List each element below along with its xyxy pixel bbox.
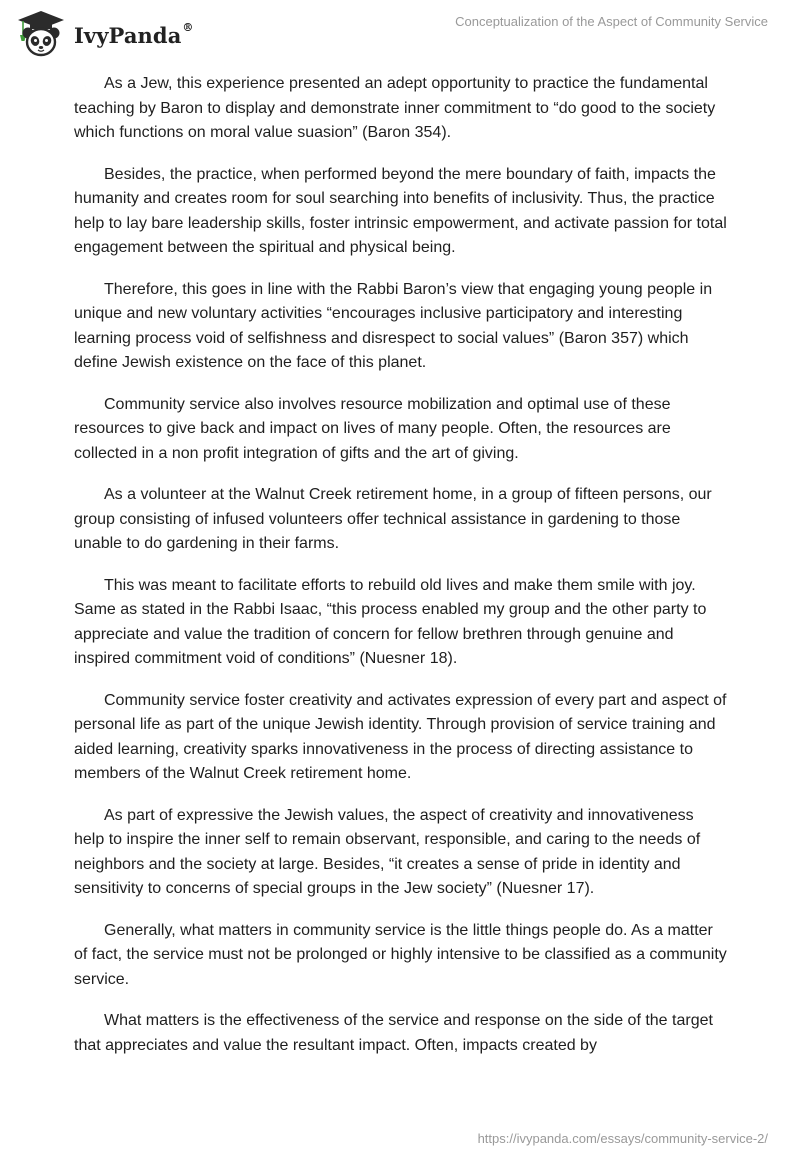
paragraph: As a Jew, this experience presented an adept opportunity to practice the fundamental teaching by Baron to display and demonstrate inner commitment to “do good to the society which functions on moral value suasion” (Baron 354). (74, 75, 716, 141)
paragraph: Community service foster creativity and activates expression of every part and aspect of personal life as part of the unique Jewish identity. Through provision of service training and aided learning, creativity sparks innovativeness in the process of directing assistance to members of the Walnut Creek retirement home. (74, 691, 727, 782)
panda-graduate-icon (14, 8, 68, 58)
essay-body (74, 72, 728, 1075)
paragraph: Besides, the practice, when performed beyond the mere boundary of faith, impacts the humanity and creates room for soul searching into benefits of inclusivity. Thus, the practice help to lay bare leadership skills, foster intrinsic empowerment, and activate passion for total engagement between the spiritual and physical being. (74, 165, 727, 256)
paragraph: This was meant to facilitate efforts to rebuild old lives and make them smile with joy. Same as stated in the Rabbi Isaac, “this process enabled my group and the other party to appreciate and value the tradition of concern for fellow brethren through genuine and inspired commitment void of conditions” (Nuesner 18). (74, 576, 707, 667)
ivypanda-logo[interactable] (14, 8, 194, 58)
paragraph: As part of expressive the Jewish values, the aspect of creativity and innovativeness help to inspire the inner self to remain observant, responsible, and caring to the needs of neighbors and the society at large. Besides, “it creates a sense of pride in identity and sensitivity to concerns of special groups in the Jew society” (Nuesner 17). (74, 806, 701, 897)
page-header (0, 0, 800, 70)
paragraph: Community service also involves resource mobilization and optimal use of these resources to give back and impact on lives of many people. Often, the resources are collected in a non profit integration of gifts and the art of giving. (74, 395, 671, 462)
logo-text: IvyPanda® (74, 20, 194, 48)
paragraph: What matters is the effectiveness of the service and response on the side of the target that appreciates and value the resultant impact. Often, impacts created by (74, 1012, 713, 1054)
source-url-link[interactable]: https://ivypanda.com/essays/community-service-2/ (477, 1131, 768, 1146)
paragraph: As a volunteer at the Walnut Creek retirement home, in a group of fifteen persons, our group consisting of infused volunteers offer technical assistance in gardening to those unable to do gardening in their farms. (74, 486, 712, 552)
paragraph: Generally, what matters in community service is the little things people do. As a matter of fact, the service must not be prolonged or highly intensive to be classified as a community service. (74, 921, 727, 988)
paragraph: Therefore, this goes in line with the Rabbi Baron’s view that engaging young people in unique and new voluntary activities “encourages inclusive participatory and interesting learning process void of selfishness and disrespect to social values” (Baron 357) which define Jewish existence on the face of this planet. (74, 280, 713, 371)
document-title: Conceptualization of the Aspect of Community Service (455, 14, 768, 29)
